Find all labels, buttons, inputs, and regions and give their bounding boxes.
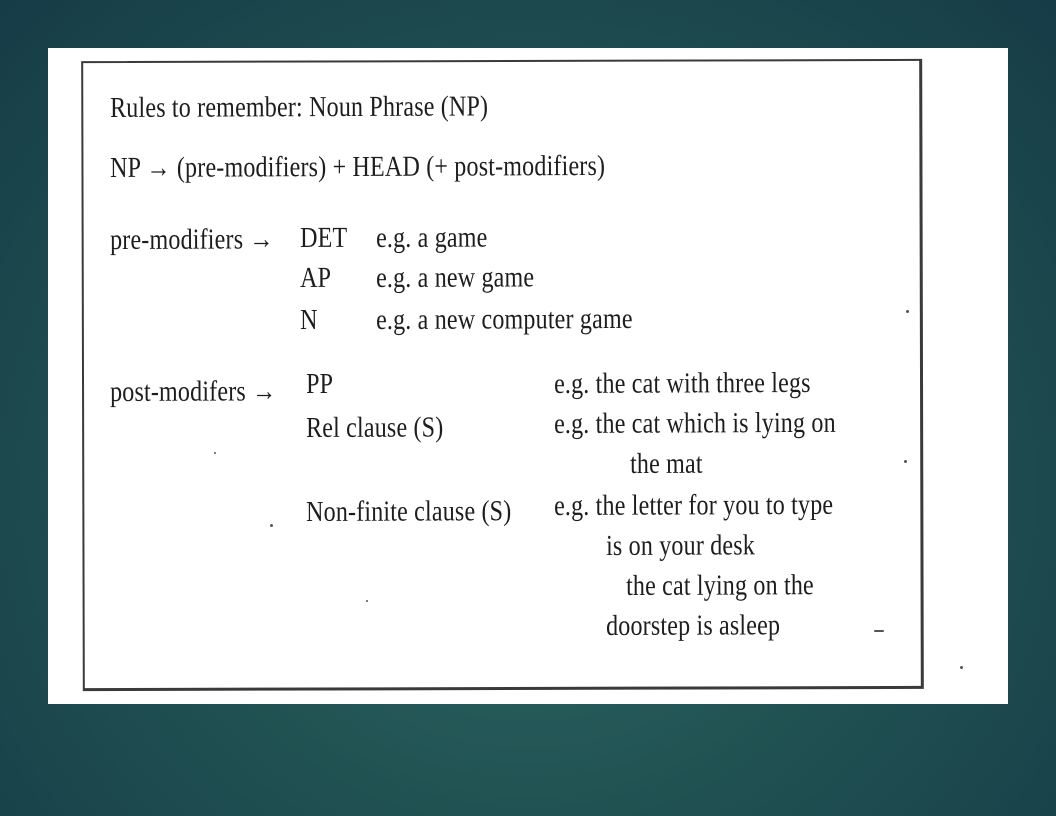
scan-speck <box>960 666 963 669</box>
post-modifier-example-rel-line1: e.g. the cat which is lying on <box>553 406 836 440</box>
post-modifier-example-nonfinite-line4: doorstep is asleep <box>605 609 781 642</box>
post-modifier-category-rel: Rel clause (S) <box>305 411 444 444</box>
post-modifier-example-pp: e.g. the cat with three legs <box>553 366 811 400</box>
pre-modifiers-label: pre-modifiers → <box>109 223 274 256</box>
document-title: Rules to remember: Noun Phrase (NP) <box>109 90 489 124</box>
post-modifiers-label: post-modifers → <box>109 375 277 408</box>
scan-speck <box>874 630 884 632</box>
scanned-document-image <box>48 48 1008 704</box>
scan-speck <box>906 310 909 313</box>
scan-speck <box>270 524 273 527</box>
pre-modifier-category-det: DET <box>299 221 348 254</box>
post-modifier-example-rel-line2: the mat <box>629 447 703 480</box>
scan-speck <box>904 460 907 463</box>
scan-speck <box>366 600 368 602</box>
post-modifier-example-nonfinite-line3: the cat lying on the <box>625 569 814 602</box>
post-modifier-category-nonfinite: Non-finite clause (S) <box>305 495 512 528</box>
np-rule: NP → (pre-modifiers) + HEAD (+ post-modifiers) <box>109 149 606 184</box>
post-modifier-category-pp: PP <box>305 367 334 400</box>
pre-modifier-example-ap: e.g. a new game <box>375 261 535 294</box>
post-modifier-example-nonfinite-line1: e.g. the letter for you to type <box>553 488 834 522</box>
post-modifier-example-nonfinite-line2: is on your desk <box>605 529 756 562</box>
scan-speck <box>214 452 216 454</box>
pre-modifier-example-n: e.g. a new computer game <box>375 302 633 336</box>
pre-modifier-category-n: N <box>299 303 318 336</box>
pre-modifier-example-det: e.g. a game <box>375 221 488 254</box>
pre-modifier-category-ap: AP <box>299 261 332 294</box>
